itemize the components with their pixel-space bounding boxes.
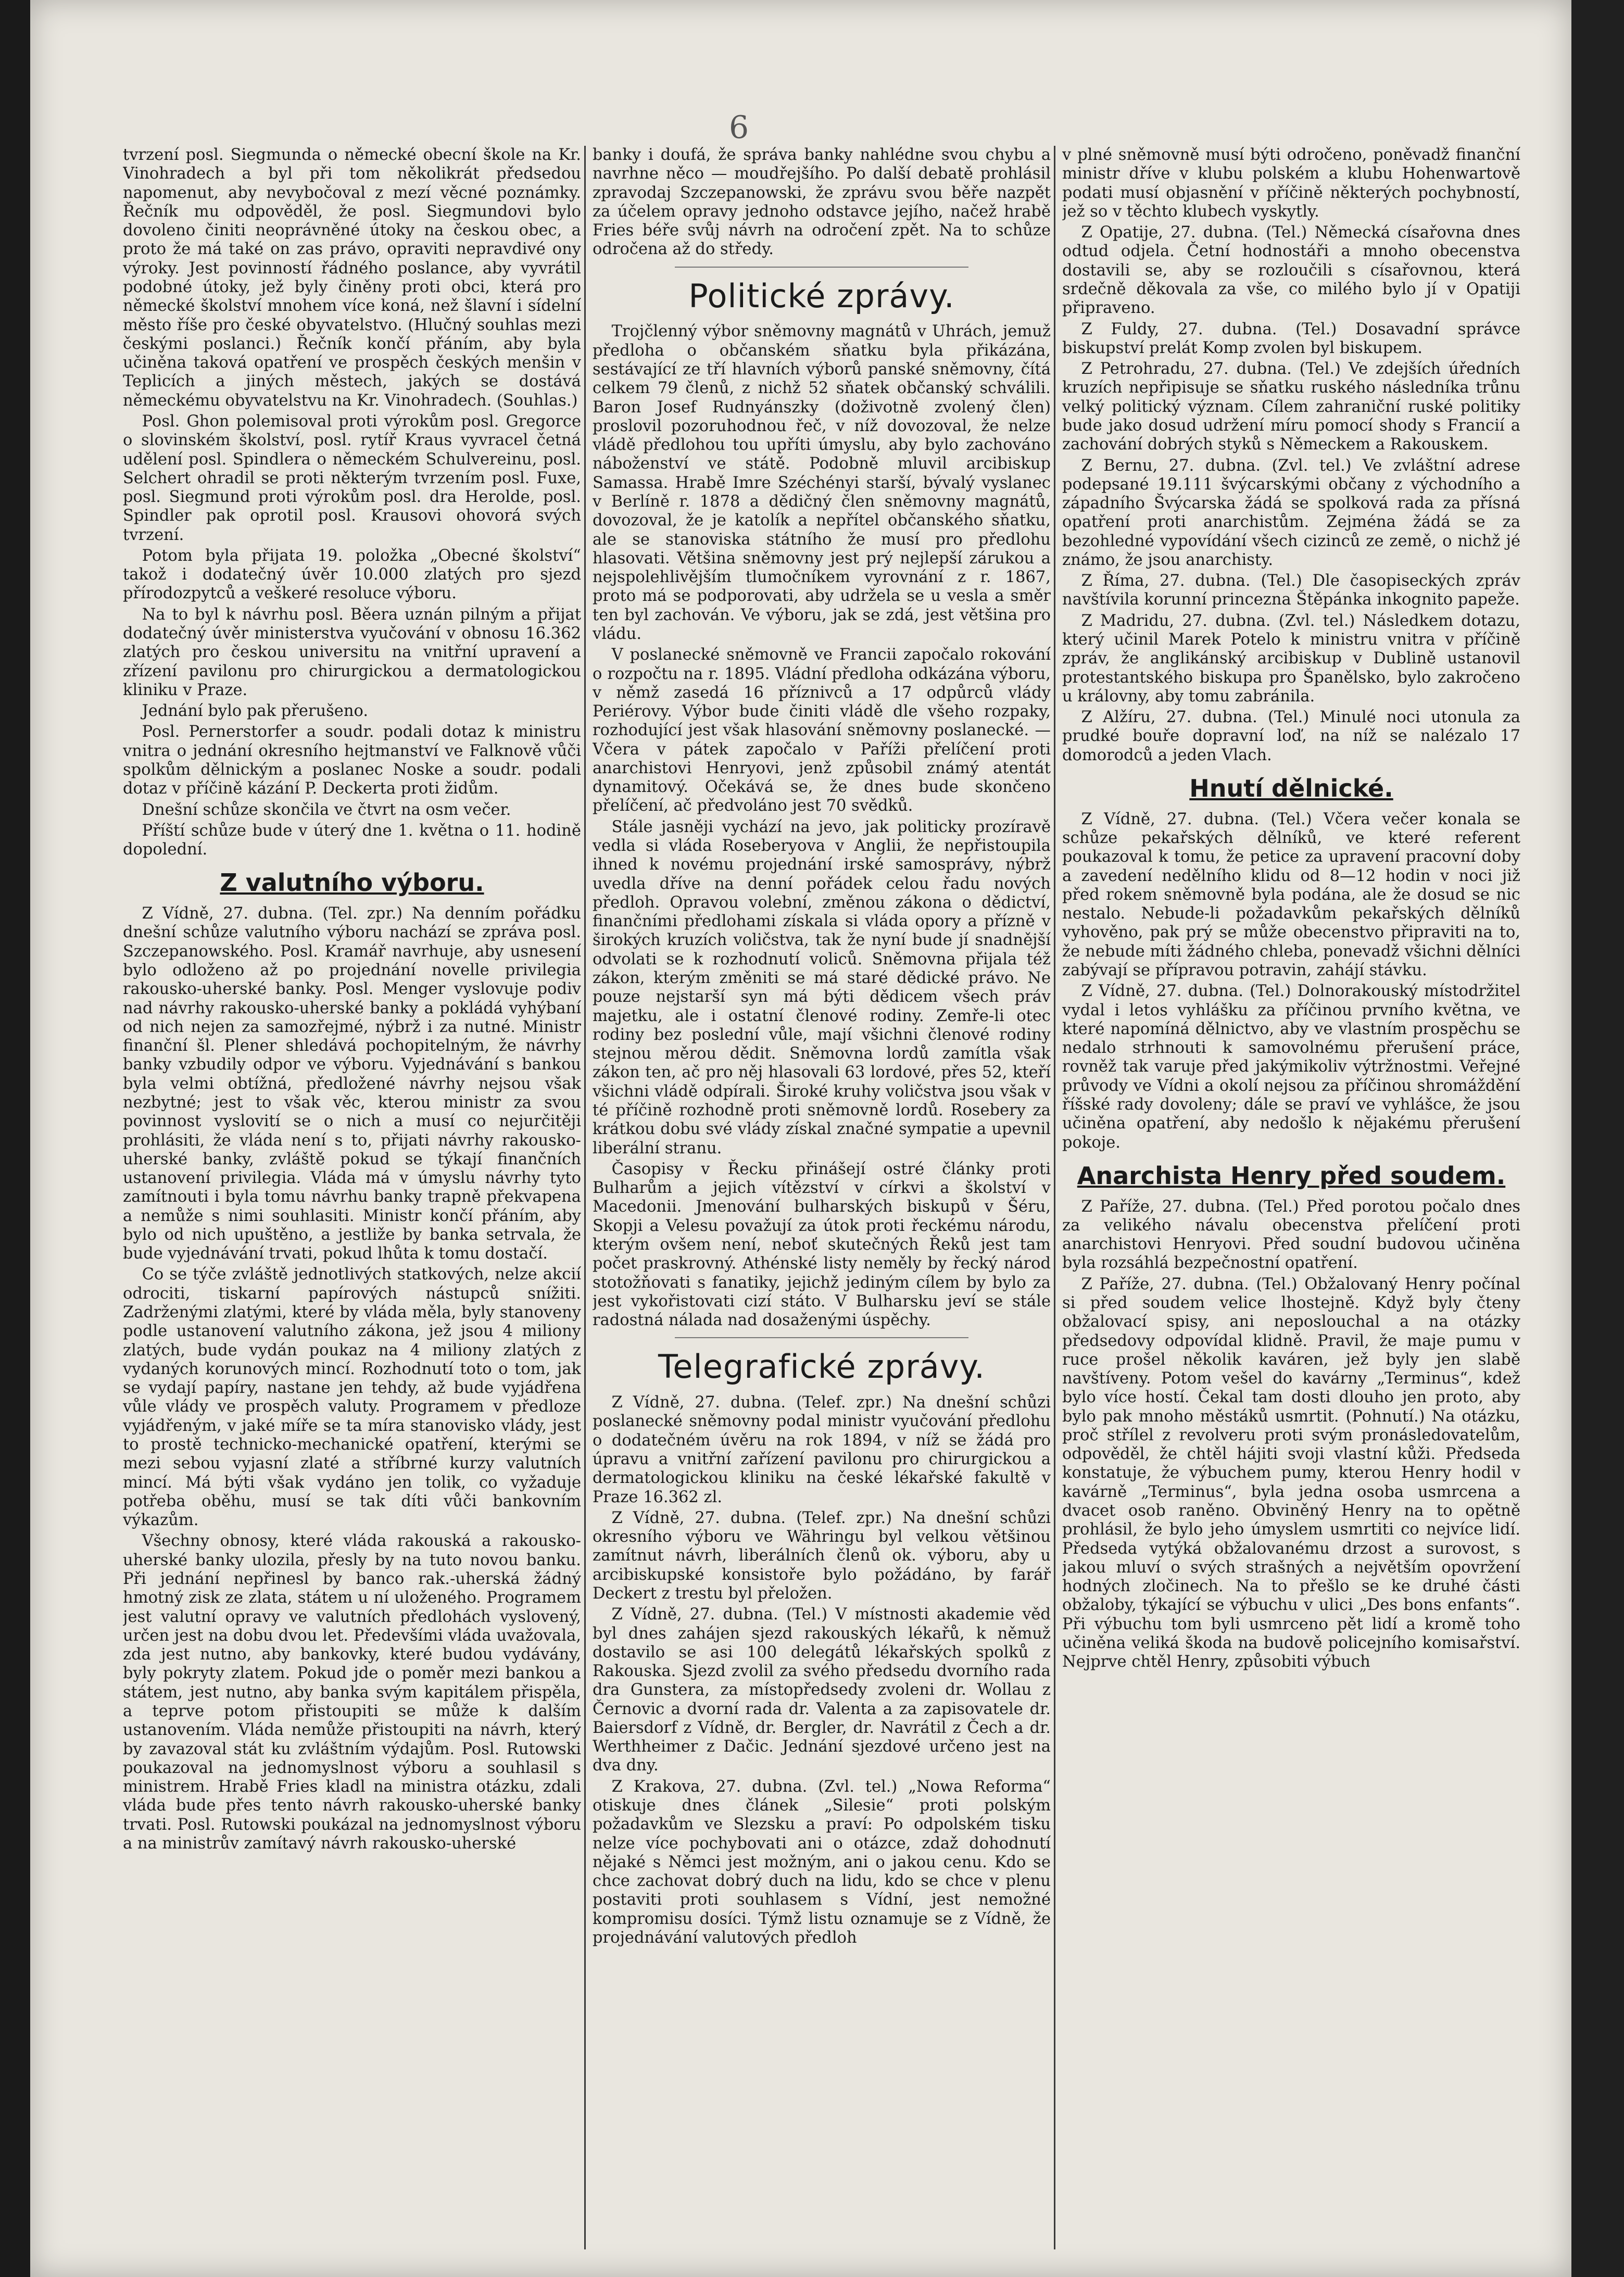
section-heading: Anarchista Henry před soudem. xyxy=(1077,1161,1506,1190)
article-text: Z Paříže, 27. dubna. (Tel.) Před porotou počalo dnes za velikého návalu obecenstva přelíčení proti anarchistovi Henryovi. Před soudní budovou učiněna byla rozsáhlá bezpečnostní opatření. xyxy=(1062,1197,1520,1273)
article-text: tvrzení posl. Siegmunda o německé obecní škole na Kr. Vinohradech a byl při tom několikrát předsedou napomenut, aby nevybočoval z mezí věcné poznámky. Řečník mu odpověděl, že posl. Siegmundovi bylo dovoleno činiti neoprávněné útoky na českou obec, a proto že má také on zas právo, opraviti nepravdivé ony výroky. Jest povinností řádného poslance, aby vyvrátil podobné útoky, jež byly činěny proti obci, která pro německé školství mnohem více koná, než šlavní i sídelní město říše pro české obyvatelstvo. (Hlučný souhlas mezi českými poslanci.) Řečník končí přáním, aby byla učiněna taková opatření ve prospěch českých menšin v Teplicích a jiných městech, jakých se dostává německému obyvatelstvu na Kr. Vinohradech. (Souhlas.) xyxy=(123,146,581,410)
article-text: Z Vídně, 27. dubna. (Tel.) Včera večer konala se schůze pekařských dělníků, ve které referent poukazoval k tomu, že petice za upravení pracovní doby a zavedení nedělního klidu od 8—12 hodin v noci již před rokem sněmovně byla podána, ale že dosud se nic nestalo. Nebude-li požadavkům pekařských dělníků vyhověno, pak prý se může obecenstvo připraviti na to, že nebude míti žádného chleba, ponevadž všichni dělníci zabývají se přípravou potravin, zahájí stávku. xyxy=(1062,810,1520,979)
section-heading: Telegrafické zprávy. xyxy=(658,1348,985,1386)
article-text: Z Alžíru, 27. dubna. (Tel.) Minulé noci utonula za prudké bouře dopravní loď, na níž se nalézalo 17 domorodců a jeden Vlach. xyxy=(1062,708,1520,764)
article-text: Z Fuldy, 27. dubna. (Tel.) Dosavadní správce biskupství prelát Komp zvolen byl biskupem. xyxy=(1062,320,1520,357)
article-text: Z Říma, 27. dubna. (Tel.) Dle časopiseckých zpráv navštívila korunní princezna Štěpánka inkognito papeže. xyxy=(1062,572,1520,609)
column-2 xyxy=(593,146,1051,2249)
column-rule-2 xyxy=(1054,146,1055,2249)
article-text: Z Bernu, 27. dubna. (Zvl. tel.) Ve zvláštní adrese podepsané 19.111 švýcarskými občany z východního a západního Švýcarska žádá se spolková rada za přísná opatření proti anarchistům. Zejména žádá se za bezohledné vypovídání všech cizinců ze země, o nichž jé známo, že jsou anarchisty. xyxy=(1062,456,1520,569)
article-text: Co se týče zvláště jednotlivých statkových, nelze akcií odrociti, tiskarní papírových nástupců snížiti. Zadrženými zlatými, které by vláda měla, byly stanoveny podle ustanovení valutního zákona, jež jsou 4 miliony zlatých, bude vydán poukaz na 4 miliony zlatých z vydaných korunových mincí. Rozhodnutí toto o tom, jak se vydají papíry, nastane jen tehdy, až bude vyjádřena vůle vlády ve prospěch valuty. Programem v předloze vyjádřeným, v jaké míře se ta míra stanovisko vlády, jest to prostě technicko-mechanické opatření, kterými se mezi sebou vyjasní zlaté a stříbrné kurzy valutních mincí. Má býti však vydáno jen tolik, co vyžaduje potřeba oběhu, musí se tak díti vůči bankovním výkazům. xyxy=(123,1265,581,1530)
article-text: Stále jasněji vychází na jevo, jak politicky prozíravě vedla si vláda Roseberyova v Anglii, že nepřistoupila ihned k novému projednání irské samosprávy, nýbrž uvedla dříve na denní pořádek celou řadu nových předloh. Opravou volební, změnou zákona o dědictví, finančními předlohami získala si vláda opory a přízně v širokých kruzích voličstva, tak že nyní bude jí snadnější odvolati se k rozhodnutí voliců. Sněmovna přijala též zákon, kterým změniti se má staré dědické právo. Ne pouze nejstarší syn má býti dědicem všech práv majetku, ale i ostatní členové rodiny. Zemře-li otec rodiny bez poslední vůle, mají všichni členové rodiny stejnou měrou dědit. Sněmovna lordů zamítla však zákon ten, ač pro něj hlasovali 63 lordové, přes 52, kteří všichni vládě odpírali. Široké kruhy voličstva jsou však v té příčině rozhodně proti sněmovně lordů. Rosebery za krátkou dobu své vlády získal značné sympatie a upevnil liberální stranu. xyxy=(593,817,1051,1158)
article-text: Z Vídně, 27. dubna. (Tel. zpr.) Na denním pořádku dnešní schůze valutního výboru nachází se zpráva posl. Szczepanowského. Posl. Kramář navrhuje, aby usnesení bylo odloženo až po projednání novelle privilegia rakousko-uherské banky. Posl. Menger vyslovuje podiv nad návrhy rakousko-uherské banky a pokládá vyhýbaní od nich nejen za samozřejmé, nýbrž i za nutné. Ministr finanční šl. Plener shledává pochopitelným, že návrhy banky vzbudily odpor ve výboru. Vyjednávání s bankou byla velmi obtížná, předložené návrhy nejsou však nezbytné; jest to však věc, kterou ministr za svou povinnost vyslovití se o nich a musí co nejurčitěji prohlásiti, že vláda není s to, přijati návrhy rakousko-uherské banky, zvláště pokud se týkají finančních ustanovení privilegia. Vláda má v úmyslu návrhy tyto zamítnouti i byla tomu návrhu banky trapně překvapena a nemůže s nimi souhlasiti. Ministr končí přáním, aby bylo od nich upuštěno, a jestliže by banka setrvala, že bude vyjednávání trvati, pokud lhůta k tomu dostačí. xyxy=(123,904,581,1263)
separator xyxy=(675,267,968,268)
article-text: v plné sněmovně musí býti odročeno, poněvadž finanční ministr dříve v klubu polském a klubu Hohenwartově podati musí objasnění v příčině některých pochybností, jež so v těchto klubech vyskytly. xyxy=(1062,146,1520,221)
article-text: Na to byl k návrhu posl. Běera uznán pilným a přijat dodatečný úvěr ministerstva vyučování v obnosu 16.362 zlatých pro českou universitu na vnitřní upravení a zřízení pavilonu pro chirurgickou a dermatologickou kliniku v Praze. xyxy=(123,605,581,699)
article-text: Časopisy v Řecku přinášejí ostré články proti Bulharům a jejich vítězství v církvi a školství v Macedonii. Jmenování bulharských biskupů v Šéru, Skopji a Velesu považují za útok proti řeckému národu, kterým ovšem není, neboť skutečných Řeků jest tam počet praskrovný. Athénské listy neměly by řecký národ stotožňovati s fanatiky, jejichž jediným cílem by bylo za jest vykořistovati cizí státo. V Bulharsku jeví se stále radostná nálada nad dosaženými úspěchy. xyxy=(593,1160,1051,1330)
article-text: Posl. Pernerstorfer a soudr. podali dotaz k ministru vnitra o jednání okresního hejtmanství ve Falknově vůči spolkům dělnickým a poslanec Noske a soudr. podali dotaz v příčině kázání P. Deckerta proti židům. xyxy=(123,723,581,798)
article-text: Z Krakova, 27. dubna. (Zvl. tel.) „Nowa Reforma“ otiskuje dnes článek „Silesie“ proti polským požadavkům ve Slezsku a praví: Po odpolském tisku nelze více pochybovati ani o otázce, zdaž dohodnutí nějaké s Němci jest možným, ani o jakou cenu. Kdo se chce zachovat dobrý duch na lidu, kdo se chce v plenu postaviti proti souhlasem s Vídní, jest nemožné kompromisu dosíci. Týmž listu oznamuje se z Vídně, že projednávání valutových předloh xyxy=(593,1777,1051,1947)
article-text: Z Paříže, 27. dubna. (Tel.) Obžalovaný Henry počínal si před soudem velice lhostejně. Když byly čteny obžalovací spisy, ani neposlouchal a na otázky předsedovy odpovídal klidně. Pravil, že maje pumu v ruce prošel několik kaváren, jež byly jen slabě navštíveny. Potom vešel do kavárny „Terminus“, kdež bylo více hostí. Čekal tam dosti dlouho jen proto, aby bylo pak mnoho městáků usmrtit. (Pohnutí.) Na otázku, proč střílel z revolveru proti svým pronásledovatelům, odpověděl, že chtěl hájiti svoji vlastní kůži. Předseda konstatuje, že výbuchem pumy, kterou Henry hodil v kavárně „Terminus“, byla jedna osoba usmrcena a dvacet osob raněno. Obviněný Henry na to opětně prohlásil, že bylo jeho úmyslem usmrtiti co nejvíce lidí. Předseda vytýká obžalovanému drzost a surovost, s jakou mluví o svých strašných a největším opovržení hodných zločinech. Na to přešlo se ke druhé části obžaloby, týkající se výbuchu v ulici „Des bons enfants“. Při výbuchu tom byli usmrceno pět lidí a kromě toho učiněna veliká škoda na budově policejního komisařství. Nejprve chtěl Henry, způsobiti výbuch xyxy=(1062,1275,1520,1671)
column-3 xyxy=(1062,146,1520,2249)
scan-edge-left xyxy=(0,0,30,2277)
article-text: Z Petrohradu, 27. dubna. (Tel.) Ve zdejších úředních kruzích nepřipisuje se sňatku ruského následníka trůnu velký politický význam. Cílem zahraniční ruské politiky bude jako dosud udržení míru pomocí shody s Francií a zachování dobrých styků s Německem a Rakouskem. xyxy=(1062,360,1520,454)
article-text: Z Madridu, 27. dubna. (Zvl. tel.) Následkem dotazu, který učinil Marek Potelo k ministru vnitra v příčině zpráv, že anglikánský arcibiskup v Dublině ustanovil protestantského biskupa pro Španělsko, bylo zakročeno u královny, aby tomu zabránila. xyxy=(1062,611,1520,706)
article-text: Z Vídně, 27. dubna. (Telef. zpr.) Na dnešní schůzi okresního výboru ve Währingu byl velkou většinou zamítnut návrh, liberálních členů ok. výboru, aby u arcibiskupské konsistoře bylo požádáno, by farář Deckert z trestu byl přeložen. xyxy=(593,1508,1051,1603)
page-mark: 6 xyxy=(729,109,749,146)
scan-edge-right xyxy=(1571,0,1624,2277)
article-text: Z Opatije, 27. dubna. (Tel.) Německá císařovna dnes odtud odjela. Četní hodnostáři a mnoho obecenstva dostavili se, aby se rozloučili s císařovnou, která srdečně děkovala za vše, co milého bylo jí v Opatiji připraveno. xyxy=(1062,223,1520,318)
column-1 xyxy=(123,146,581,2249)
article-text: Jednání bylo pak přerušeno. xyxy=(142,702,369,721)
article-text: Potom byla přijata 19. položka „Obecné školství“ takož i dodatečný úvěr 10.000 zlatých pro sjezd přírodozpytců a veškeré resoluce výboru. xyxy=(123,546,581,603)
article-text: Z Vídně, 27. dubna. (Tel.) V místnosti akademie věd byl dnes zahájen sjezd rakouských lékařů, k němuž dostavilo se asi 100 delegátů lékařských spolků z Rakouska. Sjezd zvolil za svého předsedu dvorního rada dra Gunstera, za místopředsedy zvoleni dr. Wollau z Černovic a dvorní rada dr. Valenta a za zapisovatele dr. Baiersdorf z Vídně, dr. Bergler, dr. Navrátil z Čech a dr. Werthheimer z Dačic. Jednání sjezdové určeno jest na dva dny. xyxy=(593,1605,1051,1775)
article-text: V poslanecké sněmovně ve Francii započalo rokování o rozpočtu na r. 1895. Vládní předloha odkázána výboru, v němž zasedá 16 příznivců a 17 odpůrců vlády Periérovy. Výbor bude činiti vládě dle všeho rozpaky, rozhodující jest však hlasování sněmovny poslanecké. — Včera v pátek započalo v Paříži přelíčení proti anarchistovi Henryovi, jenž způsobil známý atentát dynamitový. Očekává se, že dnes bude skončeno přelíčení, ač předvoláno jest 70 svědků. xyxy=(593,646,1051,815)
separator xyxy=(675,1337,968,1338)
article-text: Příští schůze bude v úterý dne 1. května o 11. hodině dopolední. xyxy=(123,821,581,859)
article-text: Z Vídně, 27. dubna. (Tel.) Dolnorakouský místodržitel vydal i letos vyhlášku za příčinou prvního května, ve které napomíná dělnictvo, aby ve vlastním prospěchu se nedalo strhnouti k samovolnému přerušení práce, rovněž tak varuje před jakýmikoliv výtržnostmi. Veřejné průvody ve Vídni a okolí nejsou za příčinou shromáždění říšské rady dovoleny; dále se praví ve vyhlášce, že jsou učiněna opatření, aby nedošlo k nějakému přerušení pokoje. xyxy=(1062,982,1520,1152)
article-text: Všechny obnosy, které vláda rakouská a rakousko-uherské banky ulozila, přesly by na tuto novou banku. Při jednání nepřinesl by banco rak.-uherská žádný hmotný zisk ze zlata, státem u ní uloženého. Programem jest valutní opravy ve valutních předlohách vyslovený, určen jest na dobu dvou let. Předevšími vláda uvažovala, zda jest nutno, aby bankovky, které budou vydávány, byly pokryty zlatem. Pokud jde o poměr mezi bankou a státem, jest nutno, aby banka svým kapitálem přispěla, a teprve potom přistoupiti se může k dalším ustanovením. Vláda nemůže přistoupiti na návrh, který by zavazoval stát ku zvláštním výdajům. Posl. Rutowski poukazoval na jednomyslnost výboru a souhlasil s ministrem. Hrabě Fries kladl na ministra otázku, zdali vláda bude přes tento návrh rakousko-uherské banky trvati. Posl. Rutowski poukázal na jednomyslnost výboru a na ministrův zamítavý návrh rakousko-uherské xyxy=(123,1532,581,1853)
article-text: Z Vídně, 27. dubna. (Telef. zpr.) Na dnešní schůzi poslanecké sněmovny podal ministr vyučování předlohu o dodatečném úvěru na rok 1894, v níž se žádá pro úpravu a vnitřní zařízení pavilonu pro chirurgickou a dermatologickou kliniku na české lékařské fakultě v Praze 16.362 zl. xyxy=(593,1393,1051,1506)
article-text: Dnešní schůze skončila ve čtvrt na osm večer. xyxy=(142,800,511,819)
article-text: Posl. Ghon polemisoval proti výrokům posl. Gregorce o slovinském školství, posl. rytíř Kraus vyvracel četná udělení posl. Spindlera o německém Schulvereinu, posl. Selchert ohradil se proti některým tvrzením posl. Fuxe, posl. Siegmund proti výrokům posl. dra Herolde, posl. Spindler pak oprotil posl. Krausovi ohovorá svých tvrzení. xyxy=(123,412,581,544)
section-heading: Z valutního výboru. xyxy=(220,869,484,897)
column-rule-1 xyxy=(584,146,586,2249)
section-heading: Hnutí dělnické. xyxy=(1189,774,1393,802)
article-text: Trojčlenný výbor sněmovny magnátů v Uhrách, jemuž předloha o občanském sňatku byla přikázána, sestávající ze tří hlavních výborů panské sněmovny, čítá celkem 79 členů, z nichž 52 sňatek občanský schválili. Baron Josef Rudnyánszky (doživotně zvolený člen) proslovil pozoruhodnou řeč, v níž dovozoval, že nelze vládě předlohou tou upříti úmyslu, aby bylo zachováno náboženství ve státě. Podobně mluvil arcibiskup Samassa. Hrabě Imre Széchényi starší, bývalý vyslanec v Berlíně r. 1878 a dědičný člen sněmovny magnátů, dovozoval, že je katolík a nepřítel občanského sňatku, ale se stanoviska státního že musí pro předlohu hlasovati. Většina sněmovny jest prý nejlepší zárukou a nejspolehlivějším tlumočníkem vyrovnání z r. 1867, proto má se podporovati, aby udržela se u vesla a směr ten byl zachován. Ve výboru, jak se zdá, jest většina pro vládu. xyxy=(593,322,1051,643)
article-text: banky i doufá, že správa banky nahlédne svou chybu a navrhne něco — moudřejšího. Po další debatě prohlásil zpravodaj Szczepanowski, že zprávu svou běře nazpět za účelem opravy jednoho odstavce jejího, načež hrabě Fries béře svůj návrh na odročení zpět. Na to schůze odročena až do středy. xyxy=(593,146,1051,259)
section-heading: Politické zprávy. xyxy=(688,276,955,315)
